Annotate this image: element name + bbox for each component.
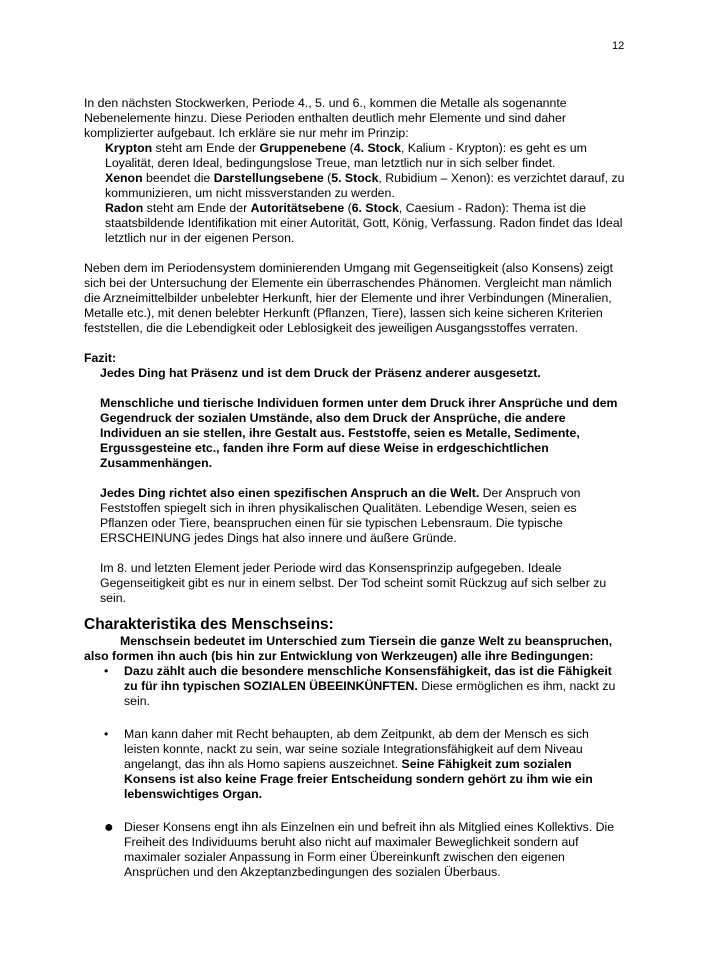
bullet-item: • Dazu zählt auch die besondere menschliche Konsensfähigkeit, das ist die Fähigkeit zu für ihn typischen SOZIALEN ÜBEEINKÜNFTEN. Diese ermöglichen es ihm, nackt zu sein.	[104, 664, 616, 708]
bullet-item: • Man kann daher mit Recht behaupten, ab dem Zeitpunkt, ab dem der Mensch es sich leisten konnte, nackt zu sein, war seine soziale Integrationsfähigkeit auf dem Niveau angelangt, das ihn als Homo sapiens auszeichnet. Seine Fähigkeit zum sozialen Konsens ist also keine Frage freier Entscheidung sondern gehört zu ihm wie ein lebenswichtiges Organ.	[104, 727, 593, 801]
consensus-paragraph: Neben dem im Periodensystem dominierenden Umgang mit Gegenseitigkeit (also Konsens) zeigt sich bei der Untersuchung der Elemente ein überraschendes Phänomen. Vergleicht man nämlich die Arzneimittelbilder unbelebter Herkunft, hier der Elemente und ihrer Verbindungen (Mineralien, Metalle etc.), mit denen belebter Herkunft (Pflanzen, Tiere), lassen sich keine sicheren Kriterien feststellen, die die Lebendigkeit oder Leblosigkeit des jeweiligen Ausgangsstoffes verraten.	[84, 261, 614, 335]
section-heading: Charakteristika des Menschseins:	[84, 616, 334, 633]
fazit-line-1: Jedes Ding hat Präsenz und ist dem Druck der Präsenz anderer ausgesetzt.	[100, 366, 541, 380]
page-number: 12	[612, 40, 625, 52]
fazit-paragraph-2: Menschliche und tierische Individuen formen unter dem Druck ihrer Ansprüche und dem Gegendruck der sozialen Umstände, also dem Druck der Ansprüche, die andere Individuen an sie stellen, ihre Gestalt aus. Feststoffe, seien es Metalle, Sedimente, Ergussgesteine etc., fanden ihre Form auf diese Weise in erdgeschichtlichen Zusammenhängen.	[100, 396, 618, 470]
bullet-icon: •	[104, 727, 109, 741]
section-lead: Menschsein bedeutet im Unterschied zum Tiersein die ganze Welt zu beanspruchen, also formen ihn auch (bis hin zur Entwicklung von Werkzeugen) alle ihre Bedingungen:	[84, 634, 613, 663]
fazit-paragraph-3: Jedes Ding richtet also einen spezifischen Anspruch an die Welt. Der Anspruch von Feststoffen spiegelt sich in ihren physikalischen Qualitäten. Lebendige Wesen, seien es Pflanzen oder Tiere, beanspruchen einen für sie typischen Lebensraum. Die typische ERSCHEINUNG jedes Dings hat also innere und äußere Gründe.	[100, 486, 581, 545]
noble-gas-list	[84, 141, 626, 246]
bullet-item: ● Dieser Konsens engt ihn als Einzelnen ein und befreit ihn als Mitglied eines Kollektivs. Die Freiheit des Individuums beruht also nicht auf maximaler Beweglichkeit sondern auf maximaler sozialer Anpassung in Form einer Übereinkunft zwischen den eigenen Ansprüchen und den Akzeptanzbedingungen des sozialen Überbaus.	[104, 819, 615, 879]
list-item-xenon: Xenon beendet die Darstellungsebene (5. Stock, Rubidium – Xenon): es verzichtet darauf, zu kommunizieren, um nicht missverstanden zu werden.	[105, 171, 625, 200]
intro-paragraph: In den nächsten Stockwerken, Periode 4., 5. und 6., kommen die Metalle als sogenannte Nebenelemente hinzu. Diese Perioden enthalten deutlich mehr Elemente und sind daher komplizierter aufgebaut. Ich erkläre sie nur mehr im Prinzip:	[84, 96, 567, 140]
bullet-icon: ●	[104, 819, 114, 836]
document-body	[84, 96, 626, 880]
fazit-label: Fazit:	[84, 351, 117, 365]
list-item-krypton: Krypton steht am Ende der Gruppenebene (4. Stock, Kalium - Krypton): es geht es um Loyalität, deren Ideal, bedingungslose Treue, man letztlich nur in sich selber findet.	[105, 141, 587, 170]
list-item-radon: Radon steht am Ende der Autoritätsebene (6. Stock, Caesium - Radon): Thema ist die staatsbildende Identifikation mit einer Autorität, Gott, König, Verfassung. Radon findet das Ideal letztlich nur in der eigenen Person.	[105, 201, 623, 245]
bullet-icon: •	[104, 664, 109, 678]
fazit-paragraph-4: Im 8. und letzten Element jeder Periode wird das Konsensprinzip aufgegeben. Ideale Gegenseitigkeit gibt es nur in einem selbst. Der Tod scheint somit Rückzug auf sich selber zu sein.	[100, 561, 607, 605]
fazit-block	[84, 366, 626, 606]
